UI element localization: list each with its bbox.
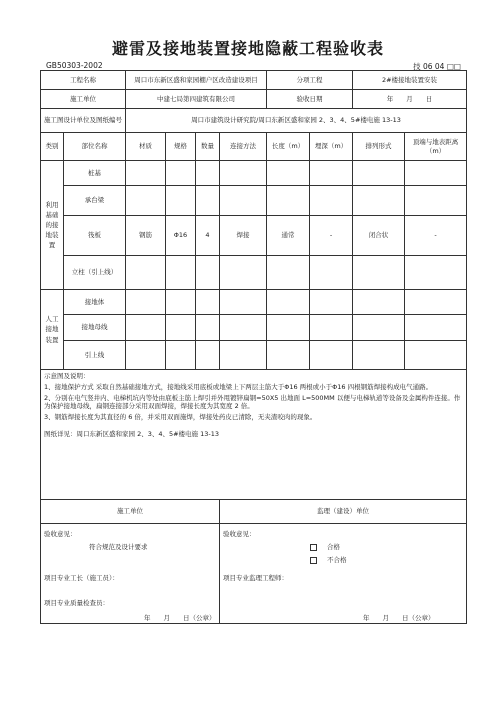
cell-length bbox=[267, 341, 310, 370]
part-name: 筏板 bbox=[64, 216, 126, 256]
cell-material bbox=[126, 341, 166, 370]
cell-spec bbox=[166, 186, 196, 216]
cell-spec bbox=[166, 256, 196, 290]
cell-depth: - bbox=[310, 216, 353, 256]
notes-row bbox=[41, 370, 467, 500]
table-row bbox=[41, 161, 467, 186]
form-code: 技 06 04 □□ bbox=[413, 62, 461, 71]
supervision-signature-block bbox=[220, 524, 467, 624]
column-header-row bbox=[41, 133, 467, 161]
cell-length: 通常 bbox=[267, 216, 310, 256]
acceptance-form-table bbox=[40, 70, 467, 624]
row-project-name bbox=[41, 71, 467, 90]
category-foundation-grounding: 利用基础的接地装置 bbox=[41, 161, 64, 290]
cell-material bbox=[126, 256, 166, 290]
cell-distance bbox=[405, 256, 467, 290]
cell-length bbox=[267, 186, 310, 216]
cell-distance bbox=[405, 186, 467, 216]
construction-unit-label: 施工单位 bbox=[41, 90, 126, 109]
pass-option bbox=[310, 543, 463, 552]
cell-distance: - bbox=[405, 216, 467, 256]
col-quantity: 数量 bbox=[196, 133, 220, 161]
cell-length bbox=[267, 161, 310, 186]
cell-distance bbox=[405, 341, 467, 370]
cell-quantity bbox=[196, 341, 220, 370]
table-row bbox=[41, 315, 467, 341]
cell-length bbox=[267, 290, 310, 315]
cell-spec: Φ16 bbox=[166, 216, 196, 256]
cell-arrangement bbox=[353, 186, 405, 216]
signature-header-row bbox=[41, 500, 467, 524]
construction-opinion: 符合规范及设计要求 bbox=[89, 543, 148, 551]
col-connection: 连接方法 bbox=[220, 133, 267, 161]
col-category: 类别 bbox=[41, 133, 64, 161]
note-item: 1、接地保护方式 采取自然基础接地方式，接地线采用底板或地梁上下两层主筋大于Φ16 两根或小于Φ16 四根钢筋焊接构成电气通路。 bbox=[44, 382, 433, 391]
pass-label: 合格 bbox=[327, 543, 340, 551]
cell-depth bbox=[310, 290, 353, 315]
pass-checkbox[interactable] bbox=[310, 544, 317, 551]
col-part-name: 部位名称 bbox=[64, 133, 126, 161]
cell-connection bbox=[220, 315, 267, 341]
acceptance-date-value: 年 月 日 bbox=[353, 90, 467, 109]
form-title: 避雷及接地装置接地隐蔽工程验收表 bbox=[111, 39, 384, 58]
cell-arrangement bbox=[353, 290, 405, 315]
part-name: 接地母线 bbox=[64, 315, 126, 341]
cell-distance bbox=[405, 290, 467, 315]
col-spec: 规格 bbox=[166, 133, 196, 161]
construction-signature-block bbox=[41, 524, 220, 624]
cell-arrangement: 闭合状 bbox=[353, 216, 405, 256]
note-item: 2、分别在电气竖井内、电梯机坑内等处由底板主筋上焊引并外甩镀锌扁钢=50X5 出地面 L=500MM 以便与电梯轨道等设备及金属构件连接。作为保护接地母线，扁钢连接部分采用双面焊接，焊接长度为其宽度 2 倍。 bbox=[44, 393, 461, 411]
col-length: 长度（m） bbox=[267, 133, 310, 161]
col-depth: 埋深（m） bbox=[310, 133, 353, 161]
supervision-opinion-label: 验收意见： bbox=[223, 530, 256, 538]
cell-quantity bbox=[196, 256, 220, 290]
construction-date: 年 月 日（公章） bbox=[144, 614, 216, 622]
cell-connection: 焊接 bbox=[220, 216, 267, 256]
sub-project-label: 分项工程 bbox=[267, 71, 353, 90]
construction-opinion-label: 验收意见： bbox=[44, 530, 77, 538]
cell-connection bbox=[220, 290, 267, 315]
project-name-label: 工程名称 bbox=[41, 71, 126, 90]
cell-connection bbox=[220, 161, 267, 186]
part-name: 桩基 bbox=[64, 161, 126, 186]
cell-material bbox=[126, 290, 166, 315]
cell-quantity bbox=[196, 290, 220, 315]
signature-body-row bbox=[41, 524, 467, 624]
drawing-reference: 图纸详见：周口东新区盛和家园 2、3、4、5#楼电施 13-13 bbox=[44, 429, 220, 438]
standard-code: GB50303-2002 bbox=[46, 61, 103, 70]
cell-connection bbox=[220, 186, 267, 216]
notes-section bbox=[41, 370, 467, 500]
cell-spec bbox=[166, 161, 196, 186]
cell-material bbox=[126, 186, 166, 216]
col-material: 材质 bbox=[126, 133, 166, 161]
cell-arrangement bbox=[353, 315, 405, 341]
design-unit-label: 施工图设计单位及图纸编号 bbox=[41, 109, 126, 133]
acceptance-date-label: 验收日期 bbox=[267, 90, 353, 109]
cell-connection bbox=[220, 341, 267, 370]
cell-quantity: 4 bbox=[196, 216, 220, 256]
col-distance: 顶端与地表距离（m） bbox=[405, 133, 467, 161]
quality-inspector-label: 项目专业质量检查员： bbox=[44, 599, 109, 607]
fail-option bbox=[310, 556, 463, 565]
cell-depth bbox=[310, 186, 353, 216]
project-name-value: 周口市东新区盛和家园棚户区改造建设项目 bbox=[126, 71, 267, 90]
part-name: 引上线 bbox=[64, 341, 126, 370]
cell-distance bbox=[405, 315, 467, 341]
cell-connection bbox=[220, 256, 267, 290]
cell-spec bbox=[166, 290, 196, 315]
design-unit-value: 周口市建筑设计研究院/周口东新区盛和家园 2、3、4、5#楼电施 13-13 bbox=[126, 109, 467, 133]
table-row bbox=[41, 216, 467, 256]
construction-unit-heading: 施工单位 bbox=[41, 500, 220, 524]
cell-spec bbox=[166, 315, 196, 341]
row-design-unit bbox=[41, 109, 467, 133]
cell-quantity bbox=[196, 186, 220, 216]
cell-material: 钢筋 bbox=[126, 216, 166, 256]
supervisor-label: 项目专业监理工程师： bbox=[223, 574, 288, 582]
supervision-unit-heading: 监理（建设）单位 bbox=[220, 500, 467, 524]
notes-heading: 示意图及说明： bbox=[44, 372, 90, 380]
cell-length bbox=[267, 315, 310, 341]
cell-depth bbox=[310, 256, 353, 290]
row-construction-unit bbox=[41, 90, 467, 109]
part-name: 立柱（引上线） bbox=[64, 256, 126, 290]
construction-unit-value: 中建七局第四建筑有限公司 bbox=[126, 90, 267, 109]
col-arrangement: 排列形式 bbox=[353, 133, 405, 161]
category-artificial-grounding: 人工接地装置 bbox=[41, 290, 64, 370]
table-row bbox=[41, 290, 467, 315]
table-row bbox=[41, 186, 467, 216]
part-name: 接地体 bbox=[64, 290, 126, 315]
table-row bbox=[41, 256, 467, 290]
cell-arrangement bbox=[353, 341, 405, 370]
cell-depth bbox=[310, 315, 353, 341]
supervision-date: 年 月 日（公章） bbox=[363, 614, 435, 622]
fail-checkbox[interactable] bbox=[310, 557, 317, 564]
cell-quantity bbox=[196, 161, 220, 186]
cell-arrangement bbox=[353, 161, 405, 186]
cell-material bbox=[126, 315, 166, 341]
sub-project-value: 2#楼接地装置安装 bbox=[353, 71, 467, 90]
cell-arrangement bbox=[353, 256, 405, 290]
part-name: 承台梁 bbox=[64, 186, 126, 216]
cell-length bbox=[267, 256, 310, 290]
foreman-label: 项目专业工长（施工员）： bbox=[44, 574, 119, 582]
cell-spec bbox=[166, 341, 196, 370]
cell-quantity bbox=[196, 315, 220, 341]
cell-distance bbox=[405, 161, 467, 186]
cell-depth bbox=[310, 161, 353, 186]
table-row bbox=[41, 341, 467, 370]
note-item: 3、钢筋焊接长度为其直径的 6 倍，并采用双面施焊，焊接处药皮已清除，无夹渣咬肉的现象。 bbox=[44, 413, 317, 422]
fail-label: 不合格 bbox=[327, 556, 347, 564]
cell-depth bbox=[310, 341, 353, 370]
cell-material bbox=[126, 161, 166, 186]
